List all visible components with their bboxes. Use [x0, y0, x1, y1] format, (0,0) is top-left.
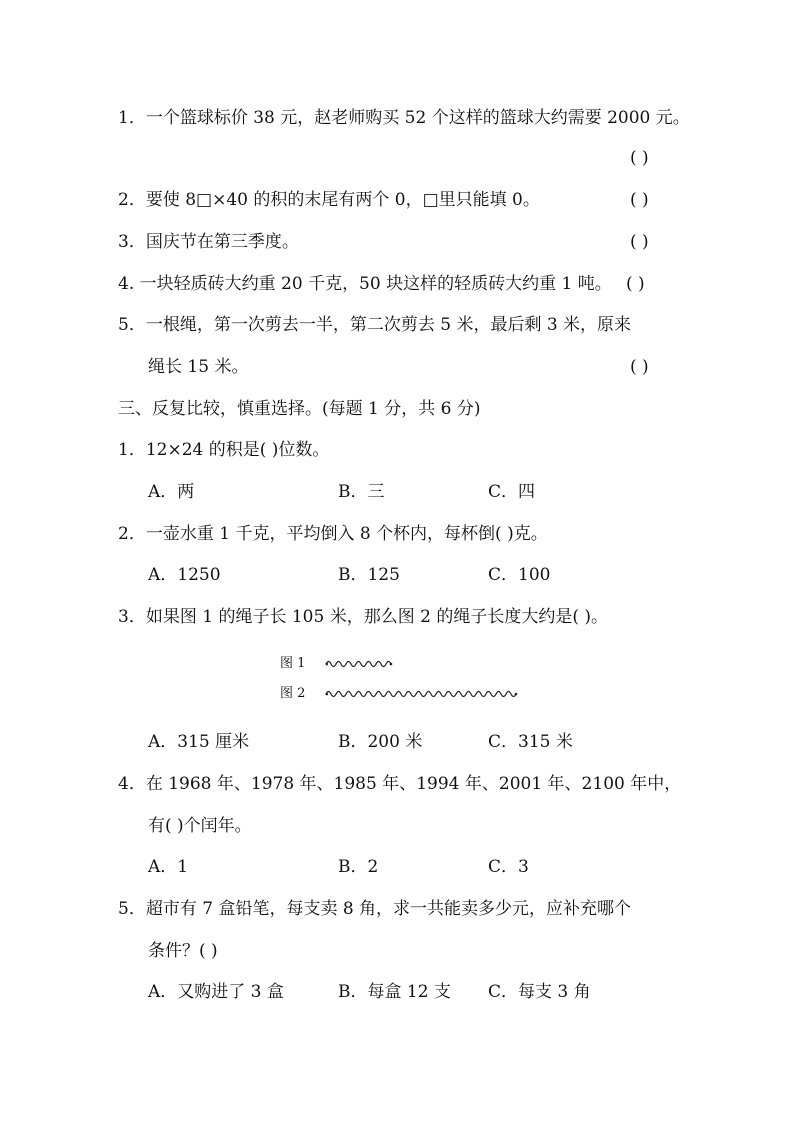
choice-q4-text: 4．在 1968 年、1978 年、1985 年、1994 年、2001 年、2100 年中，: [118, 774, 682, 794]
choice-q4-option-b[interactable]: B．2: [338, 857, 379, 877]
choice-q5-option-c[interactable]: C．每支 3 角: [488, 982, 591, 1002]
judge-q2-text: 2．要使 8□×40 的积的末尾有两个 0，□里只能填 0。: [118, 190, 540, 210]
figure-1-rope: [326, 658, 392, 670]
choice-q5-text: 5．超市有 7 盒铅笔，每支卖 8 角，求一共能卖多少元，应补充哪个: [118, 899, 632, 919]
judge-q1-text: 1．一个篮球标价 38 元，赵老师购买 52 个这样的篮球大约需要 2000 元。: [118, 108, 690, 128]
section-3-heading: 三、反复比较，慎重选择。(每题 1 分，共 6 分): [118, 399, 481, 419]
figure-2-rope: [326, 688, 518, 700]
judge-q5-text: 5．一根绳，第一次剪去一半，第二次剪去 5 米，最后剩 3 米，原来: [118, 315, 632, 335]
judge-q5-text-cont: 绳长 15 米。: [148, 357, 249, 377]
choice-q3-option-b[interactable]: B．200 米: [338, 732, 423, 752]
choice-q5-option-a[interactable]: A．又购进了 3 盒: [148, 982, 284, 1002]
choice-q5-text-cont: 条件？( ): [148, 941, 218, 961]
choice-q3-option-a[interactable]: A．315 厘米: [148, 732, 250, 752]
choice-q4-text-cont: 有( )个闰年。: [148, 816, 252, 836]
judge-q4-answer-paren[interactable]: ( ): [626, 274, 645, 294]
judge-q3-answer-paren[interactable]: ( ): [630, 232, 649, 252]
choice-q2-option-c[interactable]: C．100: [488, 565, 551, 585]
choice-q3-text: 3．如果图 1 的绳子长 105 米，那么图 2 的绳子长度大约是( )。: [118, 607, 608, 627]
judge-q3-text: 3．国庆节在第三季度。: [118, 232, 299, 252]
judge-q4-text: 4. 一块轻质砖大约重 20 千克，50 块这样的轻质砖大约重 1 吨。: [118, 274, 612, 294]
choice-q3-option-c[interactable]: C．315 米: [488, 732, 573, 752]
choice-q1-option-a[interactable]: A．两: [148, 482, 195, 502]
choice-q4-option-c[interactable]: C．3: [488, 857, 529, 877]
choice-q1-option-b[interactable]: B．三: [338, 482, 385, 502]
judge-q2-answer-paren[interactable]: ( ): [630, 190, 649, 210]
figure-1-label: 图 1: [280, 656, 306, 671]
figure-2-label: 图 2: [280, 686, 306, 701]
judge-q1-answer-paren[interactable]: ( ): [630, 148, 649, 168]
choice-q1-text: 1．12×24 的积是( )位数。: [118, 440, 330, 460]
choice-q5-option-b[interactable]: B．每盒 12 支: [338, 982, 451, 1002]
choice-q2-option-a[interactable]: A．1250: [148, 565, 221, 585]
choice-q2-option-b[interactable]: B．125: [338, 565, 400, 585]
choice-q1-option-c[interactable]: C．四: [488, 482, 536, 502]
judge-q5-answer-paren[interactable]: ( ): [630, 357, 649, 377]
choice-q4-option-a[interactable]: A．1: [148, 857, 189, 877]
choice-q2-text: 2．一壶水重 1 千克，平均倒入 8 个杯内，每杯倒( )克。: [118, 524, 548, 544]
